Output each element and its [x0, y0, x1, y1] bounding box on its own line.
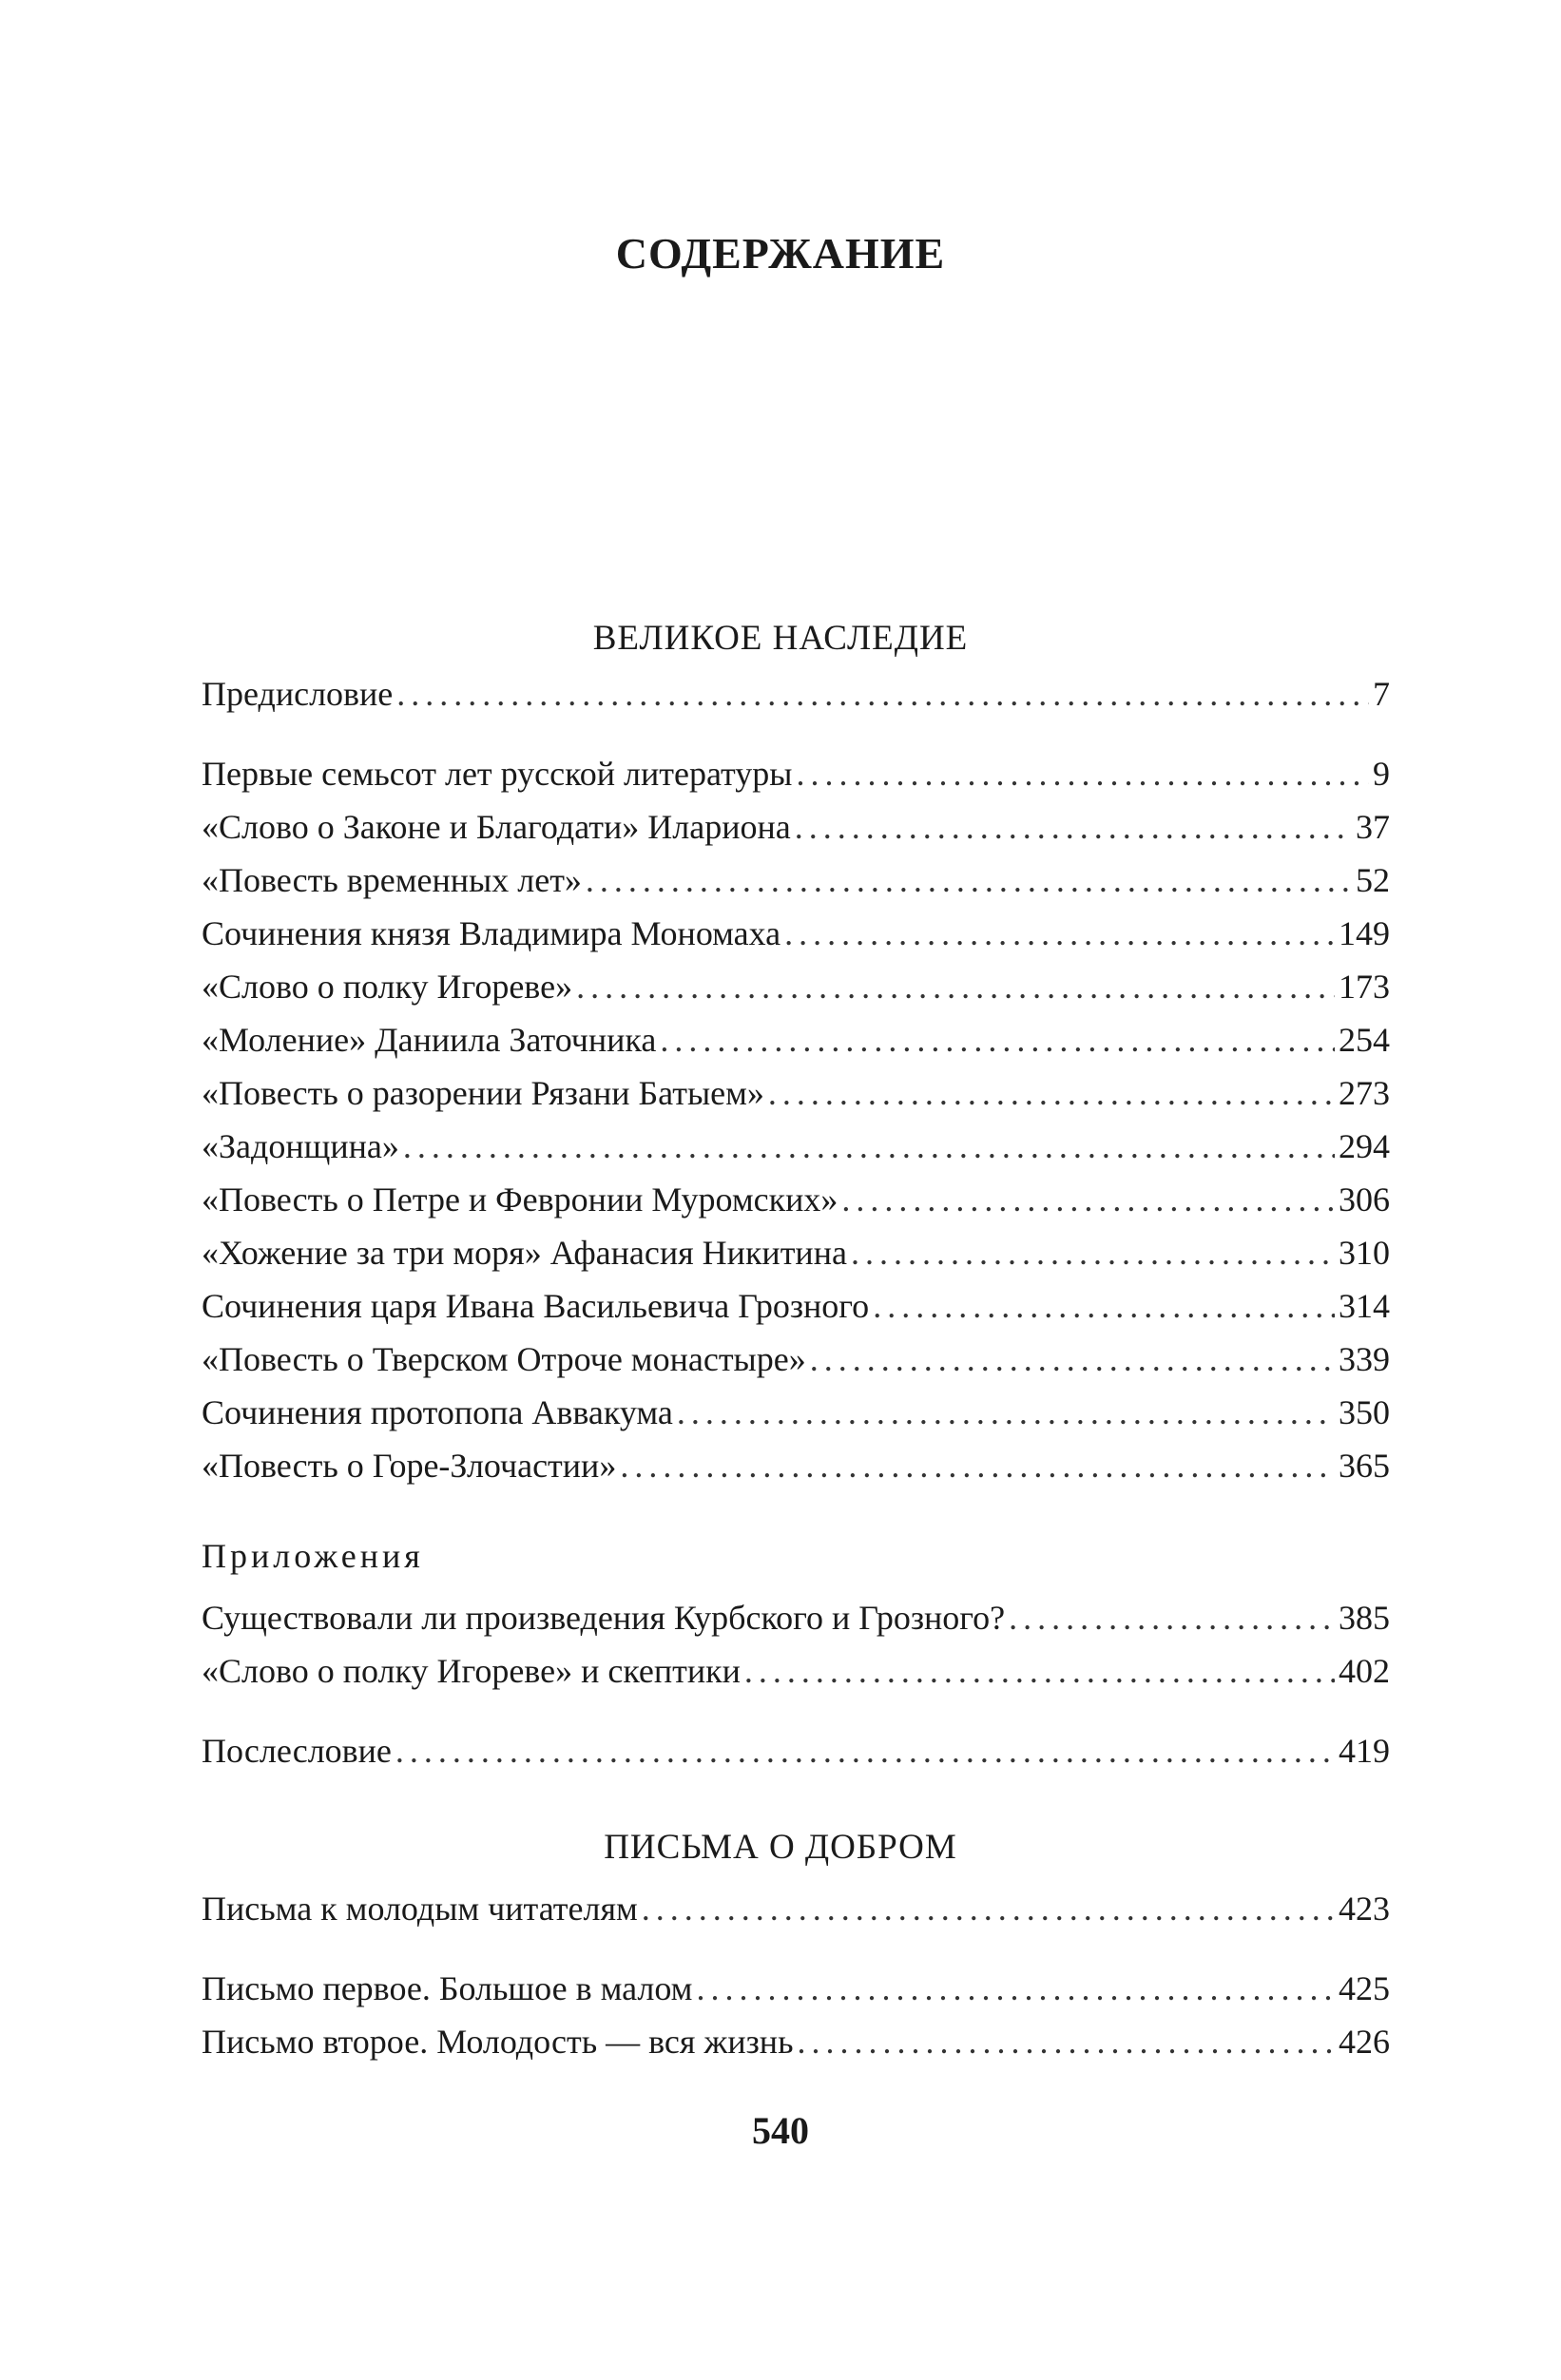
toc-entry[interactable]: [202, 1888, 1390, 1929]
toc-entry-title: Письма к молодым читателям: [202, 1890, 638, 1928]
toc-entry-title: Предисловие: [202, 675, 394, 713]
toc-entry-title: «Слово о полку Игореве»: [202, 968, 573, 1006]
toc-entry[interactable]: [202, 1125, 1390, 1167]
toc-entry[interactable]: [202, 1179, 1390, 1220]
toc-entry-title: «Задонщина»: [202, 1127, 399, 1165]
toc-entry-page: 149: [1339, 914, 1390, 952]
section-heading-great-heritage: ВЕЛИКОЕ НАСЛЕДИЕ: [592, 619, 969, 658]
dot-leader: [744, 1650, 1335, 1692]
toc-entry-title: Сочинения князя Владимира Мономаха: [202, 914, 781, 952]
dot-leader: [768, 1072, 1335, 1114]
dot-leader: [620, 1445, 1335, 1487]
section-heading-letters-about-good: ПИСЬМА О ДОБРОМ: [604, 1828, 957, 1867]
toc-entry-page: 9: [1373, 755, 1390, 793]
toc-entry-title: «Повесть о Горе-Злочастии»: [202, 1447, 617, 1485]
toc-entry-page: 310: [1339, 1234, 1390, 1272]
toc-entry-page: 273: [1339, 1074, 1390, 1112]
toc-entry-title: Сочинения царя Ивана Васильевича Грозного: [202, 1287, 870, 1325]
toc-entry-page: 306: [1339, 1180, 1390, 1219]
toc-entry-page: 7: [1373, 675, 1390, 713]
dot-leader: [696, 1967, 1335, 2009]
toc-entry-title: «Повесть временных лет»: [202, 861, 582, 899]
toc-entry[interactable]: [202, 1392, 1390, 1433]
toc-entry-title: «Хожение за три моря» Афанасия Никитина: [202, 1234, 847, 1272]
toc-entry[interactable]: [202, 1338, 1390, 1380]
toc-entry[interactable]: [202, 1967, 1390, 2009]
toc-entry-title: Первые семьсот лет русской литературы: [202, 755, 793, 793]
dot-leader: [841, 1179, 1335, 1220]
toc-entry[interactable]: [202, 806, 1390, 848]
toc-entry-title: «Слово о полку Игореве» и скептики: [202, 1652, 741, 1690]
dot-leader: [576, 966, 1335, 1008]
dot-leader: [395, 1730, 1335, 1772]
dot-leader: [660, 1019, 1335, 1061]
page-number: 540: [752, 2109, 809, 2152]
toc-entry[interactable]: [202, 1072, 1390, 1114]
dot-leader: [396, 673, 1369, 715]
toc-entry-title: «Повесть о Петре и Февронии Муромских»: [202, 1180, 838, 1219]
toc-entry-page: 385: [1339, 1599, 1390, 1637]
toc-entry-page: 254: [1339, 1021, 1390, 1059]
toc-entry-preface[interactable]: [202, 673, 1390, 715]
toc-entry[interactable]: [202, 1445, 1390, 1487]
toc-entry[interactable]: [202, 1650, 1390, 1692]
toc-entry-page: 402: [1339, 1652, 1390, 1690]
dot-leader: [677, 1392, 1335, 1433]
toc-entry-page: 365: [1339, 1447, 1390, 1485]
toc-entry-page: 350: [1339, 1393, 1390, 1431]
toc-entry-title: «Повесть о разорении Рязани Батыем»: [202, 1074, 764, 1112]
toc-entry-title: Существовали ли произведения Курбского и Грозного?: [202, 1599, 1006, 1637]
dot-leader: [403, 1125, 1335, 1167]
toc-entry-title: Сочинения протопопа Аввакума: [202, 1393, 673, 1431]
toc-entry-title: Письмо первое. Большое в малом: [202, 1969, 693, 2007]
toc-entry-page: 37: [1356, 808, 1390, 846]
toc-entry[interactable]: [202, 966, 1390, 1008]
page-title: СОДЕРЖАНИЕ: [615, 229, 946, 278]
toc-entry-page: 52: [1356, 861, 1390, 899]
toc-entry-page: 294: [1339, 1127, 1390, 1165]
toc-entry[interactable]: [202, 1597, 1390, 1639]
dot-leader: [784, 912, 1335, 954]
toc-entry-page: 425: [1339, 1969, 1390, 2007]
toc-entry-afterword[interactable]: [202, 1730, 1390, 1772]
toc-entry[interactable]: [202, 753, 1390, 795]
toc-entry-title: «Повесть о Тверском Отроче монастыре»: [202, 1340, 806, 1378]
toc-entry-title: «Моление» Даниила Заточника: [202, 1021, 657, 1059]
toc-entry-title: «Слово о Законе и Благодати» Илариона: [202, 808, 791, 846]
dot-leader: [798, 2021, 1336, 2063]
toc-entry[interactable]: [202, 859, 1390, 901]
dot-leader: [642, 1888, 1335, 1929]
toc-entry-page: 314: [1339, 1287, 1390, 1325]
dot-leader: [851, 1232, 1335, 1274]
toc-entry[interactable]: [202, 2021, 1390, 2063]
toc-entry-title: Письмо второе. Молодость — вся жизнь: [202, 2023, 794, 2061]
toc-entry-page: 173: [1339, 968, 1390, 1006]
toc-entry[interactable]: [202, 1232, 1390, 1274]
toc-entry[interactable]: [202, 1019, 1390, 1061]
toc-entry-page: 339: [1339, 1340, 1390, 1378]
dot-leader: [586, 859, 1352, 901]
dot-leader: [1009, 1597, 1335, 1639]
dot-leader: [810, 1338, 1335, 1380]
dot-leader: [873, 1285, 1335, 1327]
toc-entry-page: 426: [1339, 2023, 1390, 2061]
toc-entry-page: 419: [1339, 1732, 1390, 1770]
toc-entry[interactable]: [202, 912, 1390, 954]
toc-entry[interactable]: [202, 1285, 1390, 1327]
dot-leader: [797, 753, 1370, 795]
dot-leader: [795, 806, 1352, 848]
toc-entry-page: 423: [1339, 1890, 1390, 1928]
toc-entry-title: Послесловие: [202, 1732, 392, 1770]
appendix-heading: Приложения: [202, 1537, 424, 1575]
